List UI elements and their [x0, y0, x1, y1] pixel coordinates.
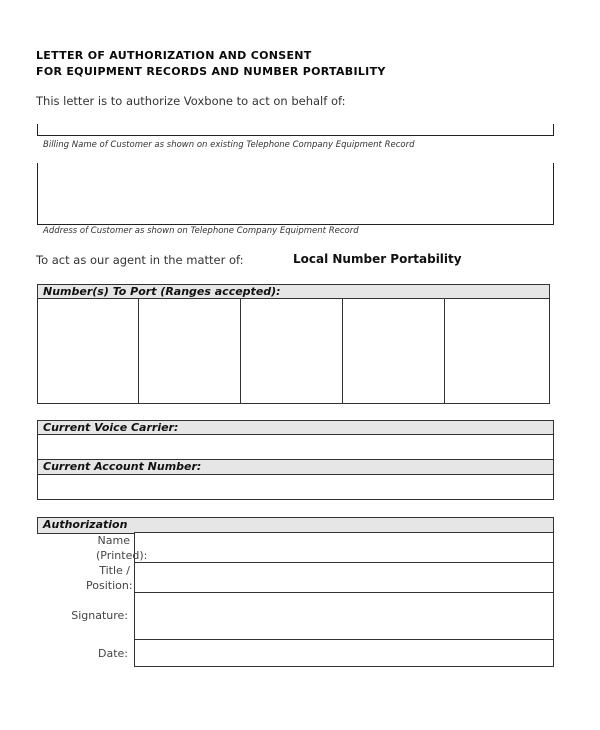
- billing-name-field[interactable]: [37, 124, 554, 136]
- number-cell-3[interactable]: [240, 298, 344, 404]
- address-field[interactable]: [37, 163, 554, 225]
- number-cell-2[interactable]: [138, 298, 242, 404]
- name-field[interactable]: [134, 532, 554, 564]
- name-label: Name (Printed):: [96, 534, 148, 562]
- account-number-field[interactable]: [37, 474, 554, 500]
- account-number-label: Current Account Number:: [37, 459, 554, 476]
- number-cell-4[interactable]: [342, 298, 446, 404]
- numbers-header: Number(s) To Port (Ranges accepted):: [37, 284, 550, 300]
- billing-caption: Billing Name of Customer as shown on existing Telephone Company Equipment Record: [43, 140, 415, 150]
- agent-text: To act as our agent in the matter of:: [36, 253, 244, 267]
- signature-label: Signature:: [71, 609, 128, 622]
- date-label: Date:: [98, 647, 128, 660]
- number-cell-1[interactable]: [37, 298, 140, 404]
- authorization-header: Authorization: [37, 517, 554, 534]
- agent-matter: Local Number Portability: [293, 252, 462, 266]
- voice-carrier-label: Current Voice Carrier:: [37, 420, 554, 436]
- number-cell-5[interactable]: [444, 298, 550, 404]
- title-field[interactable]: [134, 562, 554, 594]
- title-label: Title / Position:: [86, 564, 133, 592]
- date-field[interactable]: [134, 639, 554, 667]
- address-caption: Address of Customer as shown on Telephone Company Equipment Record: [43, 226, 359, 236]
- voice-carrier-field[interactable]: [37, 434, 554, 460]
- title-line-1: LETTER OF AUTHORIZATION AND CONSENT: [36, 49, 312, 62]
- title-line-2: FOR EQUIPMENT RECORDS AND NUMBER PORTABILITY: [36, 65, 386, 78]
- intro-text: This letter is to authorize Voxbone to act on behalf of:: [36, 94, 346, 108]
- signature-field[interactable]: [134, 592, 554, 641]
